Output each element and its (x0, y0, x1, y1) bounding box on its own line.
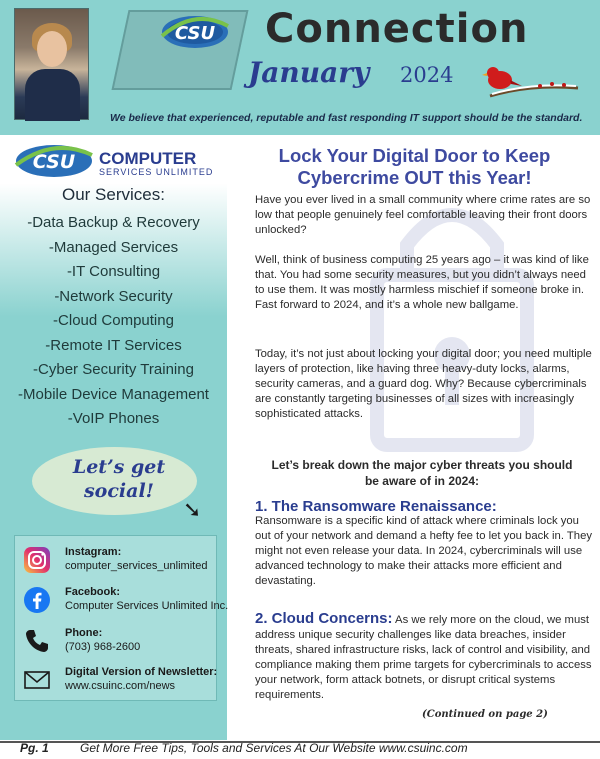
author-photo (14, 8, 89, 120)
article-headline (237, 145, 592, 189)
service-item: -Mobile Device Management (18, 385, 209, 403)
article (227, 135, 600, 740)
threats-subheading: Let’s break down the major cyber threats you should be aware of in 2024: (271, 458, 573, 488)
section-ransomware (255, 499, 595, 589)
service-item: -Network Security (54, 287, 173, 305)
issue-year: 2024 (400, 63, 454, 87)
brand-subtitle: SERVICES UNLIMITED (99, 167, 214, 177)
contact-box (14, 535, 229, 701)
service-item: -Managed Services (48, 238, 179, 256)
services-heading: Our Services: (62, 185, 165, 204)
contact-value: (703) 968-2600 (65, 641, 141, 653)
service-item: -IT Consulting (66, 263, 161, 280)
continued-note: (Continued on page 2) (422, 709, 548, 720)
service-item: -Data Backup & Recovery (27, 214, 200, 231)
envelope-icon (23, 666, 51, 694)
sidebar-logo-text: CSU (32, 151, 76, 173)
cardinal-bird-illustration (480, 58, 580, 103)
paragraph-today: Today, it’s not just about locking your digital door; you need multiple layers of protection, like having three heavy-duty locks, alarms, security cameras, and a guard dog. Why? Because cybercriminals are constantly targeting businesses of all sizes with increasingly sophisticated attacks. (255, 348, 592, 420)
service-item: -Remote IT Services (45, 336, 182, 354)
contact-value: Computer Services Unlimited Inc. (65, 600, 229, 612)
paragraph-history: Well, think of business computing 25 years ago – it was kind of like that. You had some security measures, but you didn’t always need to use them. It was mostly harmless mischief if someone broke in. Fast forward to 2024, and it’s a whole new ballgame. (255, 254, 589, 311)
facebook-icon (23, 586, 51, 614)
tagline: We believe that experienced, reputable and fast responding IT support should be the standard. (110, 112, 583, 124)
social-callout-line2: social! (83, 480, 155, 502)
contact-label: Facebook: (65, 586, 121, 598)
service-item: -Cloud Computing (53, 312, 174, 329)
section-cloud (255, 611, 595, 703)
social-callout (32, 447, 197, 515)
instagram-icon (23, 546, 51, 574)
sidebar (0, 135, 227, 740)
paragraph-intro: Have you ever lived in a small community where crime rates are so low that people genuinely feel comfortable leaving their front doors unlocked? (255, 194, 591, 236)
masthead (0, 0, 600, 135)
newsletter-title: Connection (265, 6, 529, 52)
phone-icon (23, 627, 51, 655)
service-item: -Cyber Security Training (33, 361, 194, 378)
section-title: 2. Cloud Concerns: (255, 610, 393, 627)
contact-label: Phone: (65, 627, 103, 639)
social-callout-line1: Let’s get (72, 456, 166, 478)
contact-label: Instagram: (65, 546, 122, 558)
csu-logo-small (14, 141, 94, 181)
headline-line2: Cybercrime OUT this Year! (297, 167, 532, 188)
section-body: As we rely more on the cloud, we must address unique security challenges like data breaches, insider threats, shared infrastructure risks, lack of control and visibility, and compliance making them prime targets for cybercriminals to access your network, form attack botnets, or disrupt critical systems requirements. (255, 614, 592, 701)
arrow-down-icon: ➘ (183, 497, 202, 522)
contact-label: Digital Version of Newsletter: (65, 666, 218, 678)
section-title: 1. The Ransomware Renaissance: (255, 498, 497, 515)
services-list (0, 211, 227, 432)
issue-month: January (248, 56, 370, 89)
section-body: Ransomware is a specific kind of attack where criminals lock you out of your network and demand a hefty fee to let you back in. They might not even release your data. In 2024, cybercriminals will use advanced technology to make their attacks more efficient and devastating. (255, 515, 593, 587)
contact-value: www.csuinc.com/news (65, 680, 176, 692)
masthead-logo-text: CSU (174, 23, 216, 44)
brand-name: COMPUTER (99, 149, 197, 168)
footer-text: Get More Free Tips, Tools and Services At Our Website www.csuinc.com (80, 741, 468, 755)
page-number: Pg. 1 (20, 741, 49, 755)
csu-logo (160, 12, 230, 52)
service-item: -VoIP Phones (67, 410, 160, 427)
contact-value: computer_services_unlimited (65, 560, 208, 572)
company-logo (14, 141, 214, 186)
headline-line1: Lock Your Digital Door to Keep (278, 145, 551, 166)
